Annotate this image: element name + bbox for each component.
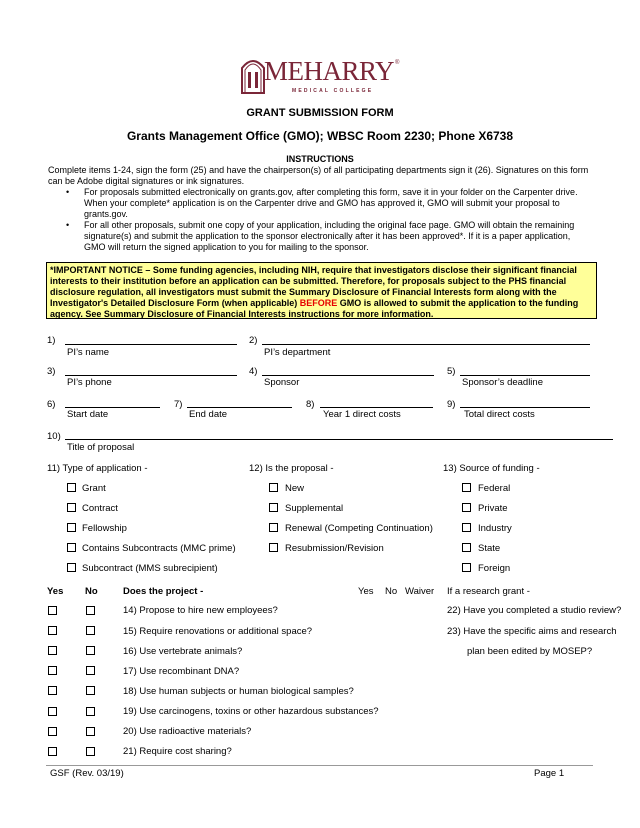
project-yes-header: Yes	[47, 586, 64, 597]
pi-name-field[interactable]	[65, 344, 237, 345]
q11-option-label: Fellowship	[82, 523, 127, 534]
q12-option-label: Resubmission/Revision	[285, 543, 384, 554]
q19-yes-checkbox[interactable]	[48, 707, 57, 716]
notice-text-2: GMO is allowed to submit the application to the funding agency. See Summary Disclosure of Financial Interests instructions for more information.	[50, 298, 579, 319]
field-9-number: 9)	[447, 399, 456, 410]
question-20: 20) Use radioactive materials?	[123, 726, 252, 737]
start-date-label: Start date	[67, 409, 109, 420]
field-5-number: 5)	[447, 366, 456, 377]
q11-option-label: Grant	[82, 483, 106, 494]
q12-label: 12) Is the proposal -	[249, 463, 334, 474]
q11-option-label: Subcontract (MMS subrecipient)	[82, 563, 218, 574]
q11-contract-checkbox[interactable]	[67, 503, 76, 512]
q13-industry-checkbox[interactable]	[462, 523, 471, 532]
instruction-bullet: • For proposals submitted electronically on grants.gov, after completing this form, save it in your folder on the Carpenter drive. When your complete* application is on the Carpenter drive and GMO has approved it, GMO will submit your proposal to grants.gov.	[66, 187, 594, 220]
q17-no-checkbox[interactable]	[86, 666, 95, 675]
q13-federal-checkbox[interactable]	[462, 483, 471, 492]
building-icon	[240, 54, 266, 94]
field-6-number: 6)	[47, 399, 56, 410]
q12-resubmission-checkbox[interactable]	[269, 543, 278, 552]
q11-option-label: Contract	[82, 503, 118, 514]
sponsor-field[interactable]	[262, 375, 434, 376]
proposal-title-field[interactable]	[65, 439, 613, 440]
q17-yes-checkbox[interactable]	[48, 666, 57, 675]
logo-subtitle: MEDICAL COLLEGE	[292, 88, 374, 94]
question-23: 23) Have the specific aims and research	[447, 626, 617, 637]
office-line: Grants Management Office (GMO); WBSC Room 2230; Phone X6738	[126, 129, 514, 143]
total-direct-costs-field[interactable]	[460, 407, 590, 408]
pi-phone-label: PI’s phone	[67, 377, 112, 388]
question-15: 15) Require renovations or additional space?	[123, 626, 313, 637]
q12-supplemental-checkbox[interactable]	[269, 503, 278, 512]
q12-option-label: Renewal (Competing Continuation)	[285, 523, 433, 534]
q19-no-checkbox[interactable]	[86, 707, 95, 716]
year1-direct-costs-field[interactable]	[320, 407, 433, 408]
field-10-number: 10)	[47, 431, 61, 442]
pi-name-label: PI’s name	[67, 347, 110, 358]
question-17: 17) Use recombinant DNA?	[123, 666, 240, 677]
question-16: 16) Use vertebrate animals?	[123, 646, 243, 657]
question-19: 19) Use carcinogens, toxins or other hazardous substances?	[123, 706, 379, 717]
q11-option-label: Contains Subcontracts (MMC prime)	[82, 543, 236, 554]
instruction-bullet: • For all other proposals, submit one copy of your application, including the original face page. GMO will obtain the remaining signature(s) and submit the application to the sponsor electronically after it has been approved*. If it is a paper application, GMO will return the signed application to you for mailing to the sponsor.	[66, 220, 594, 253]
research-no-header: No	[385, 586, 398, 597]
q11-label: 11) Type of application -	[47, 463, 148, 474]
q15-yes-checkbox[interactable]	[48, 626, 57, 635]
field-2-number: 2)	[249, 335, 258, 346]
q13-option-label: Federal	[478, 483, 511, 494]
q12-new-checkbox[interactable]	[269, 483, 278, 492]
project-heading: Does the project -	[123, 586, 204, 597]
start-date-field[interactable]	[65, 407, 160, 408]
q11-subcontracts-checkbox[interactable]	[67, 543, 76, 552]
field-3-number: 3)	[47, 366, 56, 377]
q12-option-label: New	[285, 483, 305, 494]
question-14: 14) Propose to hire new employees?	[123, 605, 278, 616]
q12-option-label: Supplemental	[285, 503, 344, 514]
page-number: Page 1	[534, 768, 565, 779]
logo-registered-mark: ®	[395, 60, 400, 66]
q21-yes-checkbox[interactable]	[48, 747, 57, 756]
q16-yes-checkbox[interactable]	[48, 646, 57, 655]
footer-divider	[46, 765, 593, 766]
proposal-title-label: Title of proposal	[67, 442, 135, 453]
meharry-logo	[240, 54, 410, 100]
q12-renewal-checkbox[interactable]	[269, 523, 278, 532]
instructions-text: Complete items 1-24, sign the form (25) and have the chairperson(s) of all participating departments sign it (26). Signatures on this form can be Adobe digital signatures or ink signatures.	[48, 165, 589, 186]
q13-private-checkbox[interactable]	[462, 503, 471, 512]
notice-text-1: *IMPORTANT NOTICE – Some funding agencies, including NIH, require that investigators disclose their significant financial interests to their institution before an application can be submitted. Therefore, for proposals subject to the PHS financial disclosure regulation, all investigators must submit the Summary Disclosure of Financial Interests form along with the Investigator's Detailed Disclosure Form (when applicable)	[50, 265, 577, 308]
pi-department-label: PI’s department	[264, 347, 331, 358]
q20-yes-checkbox[interactable]	[48, 727, 57, 736]
sponsor-label: Sponsor	[264, 377, 300, 388]
research-waiver-header: Waiver	[405, 586, 435, 597]
research-yes-header: Yes	[358, 586, 374, 597]
q14-yes-checkbox[interactable]	[48, 606, 57, 615]
q13-option-label: Foreign	[478, 563, 511, 574]
q21-no-checkbox[interactable]	[86, 747, 95, 756]
question-18: 18) Use human subjects or human biological samples?	[123, 686, 354, 697]
field-1-number: 1)	[47, 335, 56, 346]
question-22: 22) Have you completed a studio review?	[447, 605, 622, 616]
sponsor-deadline-label: Sponsor’s deadline	[462, 377, 543, 388]
q13-label: 13) Source of funding -	[443, 463, 540, 474]
q18-yes-checkbox[interactable]	[48, 686, 57, 695]
q15-no-checkbox[interactable]	[86, 626, 95, 635]
project-no-header: No	[85, 586, 98, 597]
q13-option-label: Industry	[478, 523, 512, 534]
end-date-field[interactable]	[187, 407, 292, 408]
important-notice	[46, 262, 597, 319]
logo-wordmark: MEHARRY	[264, 56, 395, 86]
q13-foreign-checkbox[interactable]	[462, 563, 471, 572]
sponsor-deadline-field[interactable]	[460, 375, 590, 376]
q14-no-checkbox[interactable]	[86, 606, 95, 615]
question-21: 21) Require cost sharing?	[123, 746, 232, 757]
field-4-number: 4)	[249, 366, 258, 377]
q13-option-label: Private	[478, 503, 508, 514]
year1-direct-costs-label: Year 1 direct costs	[323, 409, 401, 420]
form-title: GRANT SUBMISSION FORM	[246, 107, 394, 119]
pi-department-field[interactable]	[262, 344, 590, 345]
question-23-continued: plan been edited by MOSEP?	[467, 646, 593, 657]
q20-no-checkbox[interactable]	[86, 727, 95, 736]
q11-grant-checkbox[interactable]	[67, 483, 76, 492]
field-7-number: 7)	[174, 399, 183, 410]
end-date-label: End date	[189, 409, 228, 420]
q11-fellowship-checkbox[interactable]	[67, 523, 76, 532]
pi-phone-field[interactable]	[65, 375, 237, 376]
instructions-heading: INSTRUCTIONS	[286, 154, 354, 164]
total-direct-costs-label: Total direct costs	[464, 409, 535, 420]
research-heading: If a research grant -	[447, 586, 530, 597]
field-8-number: 8)	[306, 399, 315, 410]
q13-state-checkbox[interactable]	[462, 543, 471, 552]
form-revision: GSF (Rev. 03/19)	[50, 768, 124, 779]
notice-highlight: BEFORE	[299, 298, 338, 308]
instructions-bullets	[66, 187, 594, 253]
q16-no-checkbox[interactable]	[86, 646, 95, 655]
q11-subrecipient-checkbox[interactable]	[67, 563, 76, 572]
q18-no-checkbox[interactable]	[86, 686, 95, 695]
q13-option-label: State	[478, 543, 501, 554]
